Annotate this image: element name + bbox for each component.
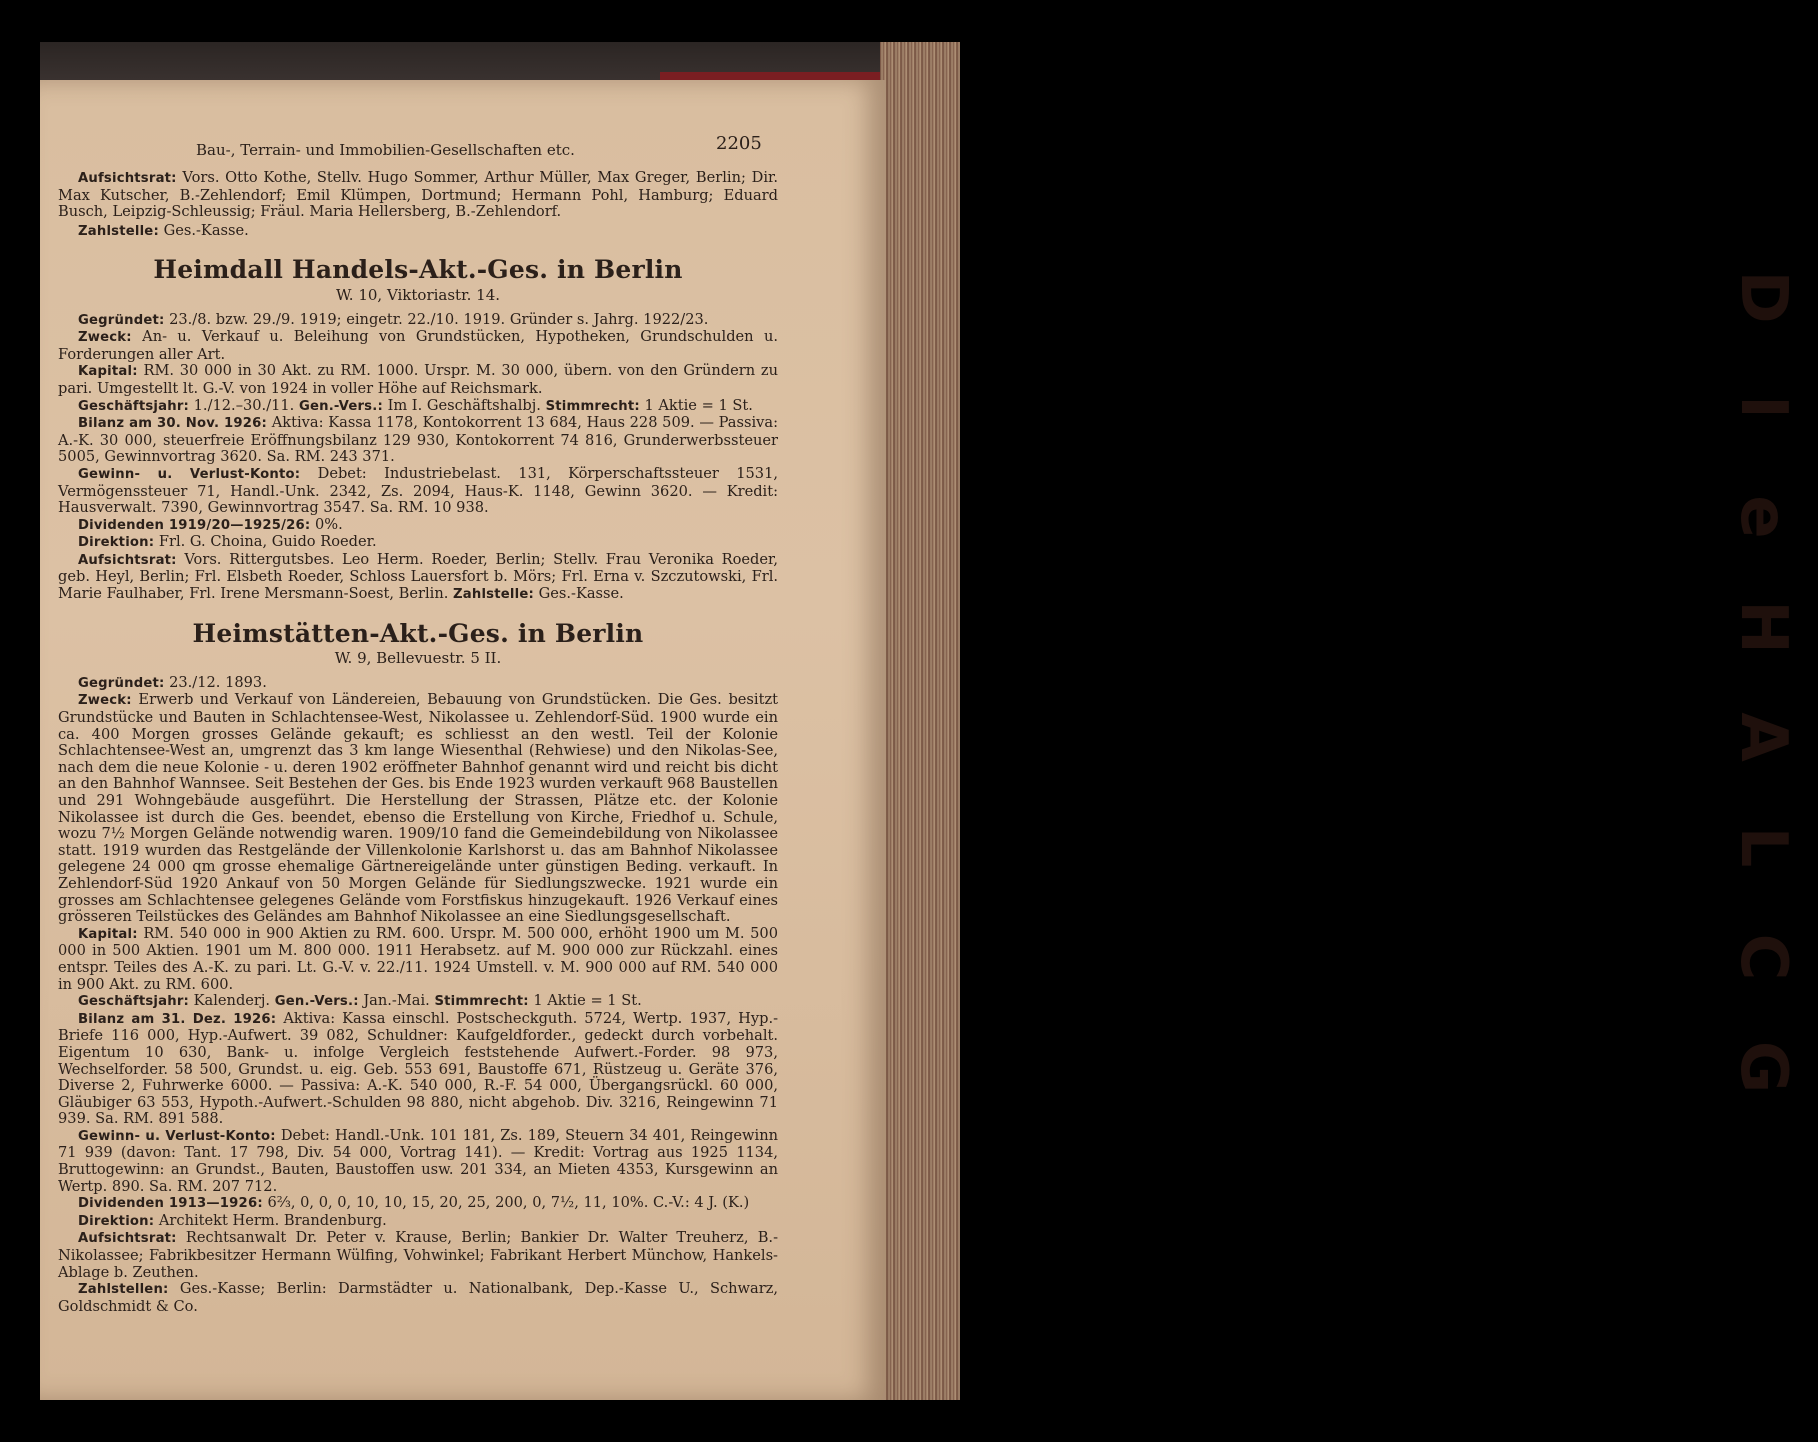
- prev-aufsichtsrat: [58, 170, 778, 221]
- entry1-div-label: Dividenden 1919/20—1925/26:: [78, 517, 311, 533]
- entry1-aufsichtsrat-label: Aufsichtsrat:: [78, 552, 177, 568]
- entry2-aufsichtsrat: [58, 1230, 778, 1281]
- entry1-zweck-text: An- u. Verkauf u. Beleihung von Grundstücken, Hypotheken, Grundschulden u. Forderungen aller Art.: [58, 328, 778, 363]
- book-page-edges: [880, 42, 1800, 1400]
- entry2-kapital-text: RM. 540 000 in 900 Aktien zu RM. 600. Urspr. M. 500 000, erhöht 1900 um M. 500 000 in 500 Aktien. 1901 um M. 800 000. 1911 Herabsetz. auf M. 900 000 zur Rückzahl. eines entspr. Teiles des A.-K. zu pari. Lt. G.-V. v. 22./11. 1924 Umstell. v. M. 900 000 auf RM. 540 000 in 900 Akt. zu RM. 600.: [58, 924, 779, 993]
- entry2-zahlstellen: [58, 1281, 778, 1315]
- entry1-gj-text: 1./12.–30./11.: [193, 396, 295, 414]
- entry2-stimmrecht-text: 1 Aktie = 1 St.: [533, 992, 642, 1010]
- entry1-title: Heimdall Handels-Akt.-Ges. in Berlin: [153, 255, 683, 285]
- entry1-gegruendet-label: Gegründet:: [78, 312, 165, 328]
- entry1-gegruendet-text: 23./8. bzw. 29./9. 1919; eingetr. 22./10. 1919. Gründer s. Jahrg. 1922/23.: [169, 310, 709, 328]
- entry1-aufsichtsrat: [58, 552, 778, 604]
- entry1-kapital-label: Kapital:: [78, 364, 138, 380]
- entry2-bilanz: [58, 1011, 778, 1128]
- entry1-genvers-text: Im I. Geschäftshalbj.: [387, 396, 541, 414]
- entry2-kapital-label: Kapital:: [78, 926, 138, 942]
- entry2-gegruendet: [58, 675, 778, 693]
- entry1-zahlstelle-text: Ges.-Kasse.: [538, 585, 624, 603]
- page-content: [58, 133, 779, 1315]
- entry2-direktion-label: Direktion:: [78, 1213, 155, 1229]
- page-paper: [40, 80, 886, 1400]
- entry1-guv-text: Debet: Industriebelast. 131, Körperschaftssteuer 1531, Vermögenssteuer 71, Handl.-Unk. 2342, Zs. 2094, Haus-K. 1148, Gewinn 3620. — Kredit: Hausverwalt. 7390, Gewinnvortrag 3547. Sa. RM. 10 938.: [58, 464, 779, 517]
- entry2-div-text: 6⅔, 0, 0, 0, 10, 10, 15, 20, 25, 200, 0, 7½, 11, 10%. C.-V.: 4 J. (K.): [267, 1194, 750, 1212]
- entry2-dividenden: [58, 1195, 778, 1213]
- entry2-direktion: [58, 1213, 778, 1231]
- entry2-zweck: [58, 692, 778, 925]
- entry2-gegruendet-label: Gegründet:: [78, 675, 165, 691]
- prev-zahlstelle: [58, 223, 778, 241]
- running-title: Bau-, Terrain- und Immobilien-Gesellschaften etc.: [196, 141, 575, 159]
- entry2-address: W. 9, Bellevuestr. 5 II.: [334, 649, 502, 668]
- entry2-genvers-label: Gen.-Vers.:: [274, 994, 359, 1010]
- prev-zahlstelle-text: Ges.-Kasse.: [163, 221, 249, 239]
- entry1-direktion-text: Frl. G. Choina, Guido Roeder.: [158, 533, 377, 551]
- page-number: 2205: [716, 133, 762, 154]
- entry1-direktion: [58, 534, 778, 552]
- entry1-guv: [58, 466, 778, 517]
- edge-lettering: [1728, 242, 1798, 1322]
- edge-letter: C: [1726, 933, 1800, 981]
- entry2-kapital: [58, 926, 778, 993]
- entry1-dividenden: [58, 517, 778, 535]
- entry2-guv-text: Debet: Handl.-Unk. 101 181, Zs. 189, Steuern 34 401, Reingewinn 71 939 (davon: Tant. 17 798, Div. 54 000, Vortrag 141). — Kredit: Vortrag aus 1925 1134, Bruttogewinn: an Grundst., Bauten, Baustoffen usw. 201 334, an Mieten 4353, Kursgewinn an Wertp. 890. Sa. RM. 207 712.: [58, 1126, 779, 1195]
- entry2-aufsichtsrat-text: Rechtsanwalt Dr. Peter v. Krause, Berlin; Bankier Dr. Walter Treuherz, B.-Nikolassee; Fabrikbesitzer Hermann Wülfing, Vohwinkel; Fabrikant Herbert Münchow, Hankels-Ablage b. Zeuthen.: [58, 1229, 778, 1281]
- edge-letter: G: [1726, 1040, 1800, 1094]
- edge-letter: e: [1726, 495, 1800, 539]
- entry1-zweck: [58, 329, 778, 363]
- entry2-title: Heimstätten-Akt.-Ges. in Berlin: [192, 618, 644, 648]
- entry1-kapital-text: RM. 30 000 in 30 Akt. zu RM. 1000. Urspr. M. 30 000, übern. von den Gründern zu pari. Umgestellt lt. G.-V. von 1924 in voller Höhe auf Reichsmark.: [58, 362, 779, 397]
- entry1-aufsichtsrat-text: Vors. Rittergutsbes. Leo Herm. Roeder, Berlin; Stellv. Frau Veronika Roeder, geb. Heyl, Berlin; Frl. Elsbeth Roeder, Schloss Lauersfort b. Mörs; Frl. Erna v. Szczutowski, Frl. Marie Faulhaber, Frl. Irene Mersmann-Soest, Berlin.: [58, 550, 779, 603]
- edge-letter: L: [1726, 826, 1800, 868]
- entry1-genvers-label: Gen.-Vers.:: [298, 398, 383, 414]
- entry1-gegruendet: [58, 312, 778, 330]
- entry1-zahlstelle-label: Zahlstelle:: [453, 587, 534, 603]
- entry2-gj-text: Kalenderj.: [193, 992, 271, 1010]
- entry1-direktion-label: Direktion:: [78, 535, 155, 551]
- entry2-genvers-text: Jan.-Mai.: [363, 992, 430, 1010]
- entry2-zahlstellen-text: Ges.-Kasse; Berlin: Darmstädter u. Nationalbank, Dep.-Kasse U., Schwarz, Goldschmidt & Co.: [58, 1280, 779, 1315]
- entry1-geschaeftsjahr: [58, 398, 778, 416]
- entry2-guv: [58, 1128, 778, 1195]
- edge-letter: I: [1726, 395, 1800, 419]
- entry1-address: W. 10, Viktoriastr. 14.: [335, 285, 501, 304]
- prev-aufsichtsrat-text: Vors. Otto Kothe, Stellv. Hugo Sommer, Arthur Müller, Max Greger, Berlin; Dir. Max Kutscher, B.-Zehlendorf; Emil Klümpen, Dortmund; Hermann Pohl, Hamburg; Eduard Busch, Leipzig-Schleussig; Fräul. Maria Hellersberg, B.-Zehlendorf.: [58, 169, 778, 221]
- entry2-gegruendet-text: 23./12. 1893.: [169, 673, 267, 691]
- entry1-bilanz-text: Aktiva: Kassa 1178, Kontokorrent 13 684, Haus 228 509. — Passiva: A.-K. 30 000, steuerfreie Eröffnungsbilanz 129 930, Kontokorrent 74 816, Grunderwerbssteuer 5005, Gewinnvortrag 3620. Sa. RM. 243 371.: [58, 414, 779, 466]
- photo-frame: [40, 42, 1800, 1400]
- entry1-kapital: [58, 363, 778, 397]
- entry2-guv-label: Gewinn- u. Verlust-Konto:: [78, 1128, 276, 1144]
- entry2-div-label: Dividenden 1913—1926:: [78, 1196, 263, 1212]
- entry1-stimmrecht-label: Stimmrecht:: [545, 398, 640, 414]
- entry1-gj-label: Geschäftsjahr:: [78, 398, 189, 414]
- edge-letter: A: [1726, 712, 1800, 762]
- entry2-aufsichtsrat-label: Aufsichtsrat:: [78, 1231, 177, 1247]
- prev-zahlstelle-label: Zahlstelle:: [78, 223, 159, 239]
- entry2-stimmrecht-label: Stimmrecht:: [434, 994, 529, 1010]
- entry2-gj-label: Geschäftsjahr:: [78, 994, 189, 1010]
- entry1-guv-label: Gewinn- u. Verlust-Konto:: [78, 466, 301, 482]
- entry2-geschaeftsjahr: [58, 993, 778, 1011]
- edge-letter: D: [1726, 270, 1800, 324]
- entry1-bilanz: [58, 415, 778, 466]
- page-header: [58, 133, 778, 168]
- entry1-div-text: 0%.: [314, 515, 343, 533]
- entry2-bilanz-text: Aktiva: Kassa einschl. Postscheckguth. 5724, Wertp. 1937, Hyp.-Briefe 116 000, Hyp.-Aufwert. 39 082, Schuldner: Kaufgeldforder., gedeckt durch vorbehalt. Eigentum 10 630, Bank- u. infolge Vergleich feststehende Aufwert.-Forder. 98 973, Wechselforder. 58 500, Grundst. u. eig. Geb. 553 691, Baustoffe 671, Rüstzeug u. Geräte 376, Diverse 2, Fuhrwerke 6000. — Passiva: A.-K. 540 000, R.-F. 54 000, Übergangsrückl. 60 000, Gläubiger 63 553, Hypoth.-Aufwert.-Schulden 98 880, nicht abgehob. Div. 3216, Reingewinn 71 939. Sa. RM. 891 588.: [58, 1009, 779, 1128]
- prev-aufsichtsrat-label: Aufsichtsrat:: [78, 171, 177, 186]
- edge-letter: H: [1726, 600, 1800, 654]
- entry1-bilanz-label: Bilanz am 30. Nov. 1926:: [78, 416, 268, 432]
- entry2-zweck-label: Zweck:: [78, 693, 132, 709]
- entry2-direktion-text: Architekt Herm. Brandenburg.: [158, 1211, 387, 1229]
- entry2-bilanz-label: Bilanz am 31. Dez. 1926:: [78, 1011, 277, 1027]
- entry2-zweck-text: Erwerb und Verkauf von Ländereien, Bebauung von Grundstücken. Die Ges. besitzt Grundstücke und Bauten in Schlachtensee-West, Nikolassee u. Zehlendorf-Süd. 1900 wurde ein ca. 400 Morgen grosses Gelände gekauft; es schliesst an den westl. Teil der Kolonie Schlachtensee-West an, umgrenzt das 3 km lange Wiesenthal (Rehwiese) und den Nikolas-See, nach dem die neue Kolonie - u. deren 1902 eröffneter Bahnhof genannt wird und reicht bis dicht an den Bahnhof Wannsee. Seit Bestehen der Ges. bis Ende 1923 wurden verkauft 968 Baustellen und 291 Wohngebäude ausgeführt. Die Herstellung der Strassen, Plätze etc. der Kolonie Nikolassee ist durch die Ges. beendet, ebenso die Erstellung von Kirche, Friedhof u. Schule, wozu 7½ Morgen Gelände notwendig waren. 1909/10 fand die Gemeindebildung von Nikolassee statt. 1919 wurden das Restgelände der Villenkolonie Karlshorst u. das am Bahnhof Nikolassee gelegene 24 000 qm grosse ehemalige Gärtnereigelände unter günstigen Beding. verkauft. In Zehlendorf-Süd 1920 Ankauf von 50 Morgen Gelände für Siedlungszwecke. 1921 wurde ein grosses am Schlachtensee gelegenes Gelände vom Forstfiskus hinzugekauft. 1926 Verkauf eines grösseren Teilstückes des Geländes am Bahnhof Nikolassee an eine Siedlungsgesellschaft.: [58, 691, 778, 926]
- entry1-stimmrecht-text: 1 Aktie = 1 St.: [644, 396, 753, 414]
- entry2-zahlstellen-label: Zahlstellen:: [78, 1282, 169, 1298]
- entry1-zweck-label: Zweck:: [78, 330, 132, 346]
